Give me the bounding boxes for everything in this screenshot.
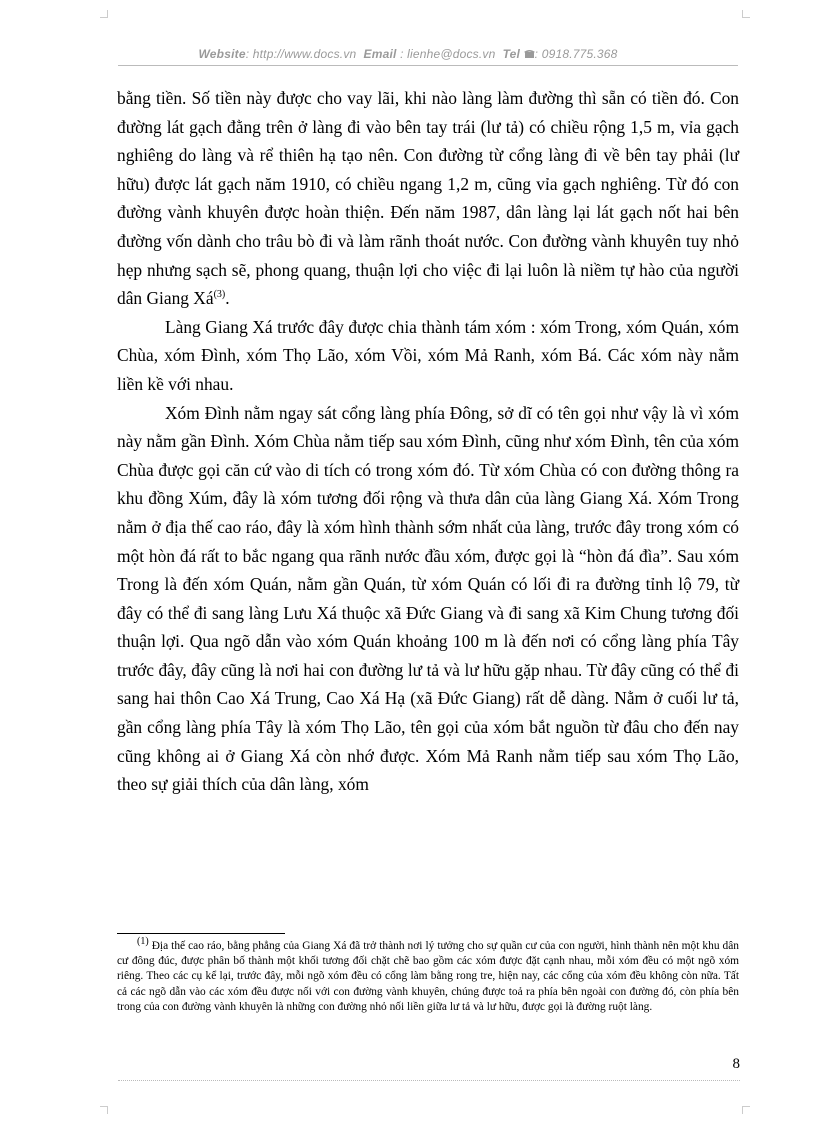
main-text: [117, 84, 739, 799]
phone-icon: [524, 49, 535, 59]
website-label: Website: [198, 47, 246, 61]
footnote-text: Địa thế cao ráo, bằng phẳng của Giang Xá đã trở thành nơi lý tưởng cho sự quần cư của con người, hình thành nên một khu dân cư đông đúc, được phân bố thành một khối tương đối chặt chẽ bao gồm các xóm được đặt cạnh nhau, mỗi xóm đều có một ngõ xóm riêng. Theo các cụ kể lại, trước đây, mỗi ngõ xóm đều có cổng làm bằng rong tre, hiện nay, các cổng của xóm đều không còn nữa. Tất cả các ngõ dẫn vào các xóm đều được nối với con đường vành khuyên, chúng được toả ra phía bên ngoài con đường đó, còn phía bên trong của con đường vành khuyên là những con đường nhỏ nối liền giữa lư tả và lư hữu, được gọi là đường ruột làng.: [117, 940, 739, 1013]
website-value: : http://www.docs.vn: [245, 47, 357, 61]
crop-mark-bottom-right: [742, 1106, 750, 1114]
paragraph-1: [117, 84, 739, 313]
crop-mark-top-left: [100, 10, 108, 18]
footnote-marker: (1): [137, 936, 149, 948]
paragraph-2: Làng Giang Xá trước đây được chia thành tám xóm : xóm Trong, xóm Quán, xóm Chùa, xóm Đình, xóm Thọ Lão, xóm Vồi, xóm Mả Ranh, xóm Bá. Các xóm này nằm liền kề với nhau.: [117, 316, 739, 394]
footnote-divider: [117, 933, 285, 934]
page-header: [0, 47, 816, 61]
paragraph-3: Xóm Đình nằm ngay sát cổng làng phía Đông, sở dĩ có tên gọi như vậy là vì xóm này nằm gần Đình. Xóm Chùa nằm tiếp sau xóm Đình, cũng như xóm Đình, tên của xóm Chùa được gọi căn cứ vào di tích có trong xóm đó. Từ xóm Chùa có con đường thông ra khu đồng Xúm, đây là xóm tương đối rộng và thưa dân của làng Giang Xá. Xóm Trong nằm ở địa thế cao ráo, đây là xóm hình thành sớm nhất của làng, trước đây trong xóm có một hòn đá rất to bắc ngang qua rãnh nước đầu xóm, được gọi là “hòn đá đìa”. Sau xóm Trong là đến xóm Quán, nằm gần Quán, từ xóm Quán có lối đi ra đường tỉnh lộ 79, từ đây có thể đi sang làng Lưu Xá thuộc xã Đức Giang và đi sang xã Kim Chung tương đối thuận lợi. Qua ngõ dẫn vào xóm Quán khoảng 100 m là đến nơi có cổng làng phía Tây trước đây, đây cũng là nơi hai con đường lư tả và lư hữu gặp nhau. Từ đây cũng có thể đi sang hai thôn Cao Xá Trung, Cao Xá Hạ (xã Đức Giang) rất dễ dàng. Nằm ở cuối lư tả, gần cổng làng phía Tây là xóm Thọ Lão, tên gọi của xóm bắt nguồn từ đâu cho đến nay cũng không ai ở Giang Xá còn nhớ được. Xóm Mả Ranh nằm tiếp sau xóm Thọ Lão, theo sự giải thích của dân làng, xóm: [117, 402, 739, 795]
footer-divider: [118, 1080, 740, 1081]
paragraph-1-end: .: [225, 288, 230, 309]
crop-mark-top-right: [742, 10, 750, 18]
email-value: : lienhe@docs.vn: [400, 47, 496, 61]
crop-mark-bottom-left: [100, 1106, 108, 1114]
header-divider: [118, 65, 738, 66]
tel-value: : 0918.775.368: [534, 47, 618, 61]
footnote: [117, 936, 739, 1015]
page-number: 8: [732, 1056, 740, 1072]
tel-label: Tel: [502, 47, 521, 61]
email-label: Email: [363, 47, 397, 61]
paragraph-1-text: bằng tiền. Số tiền này được cho vay lãi, khi nào làng làm đường thì sẵn có tiền đó. Con đường lát gạch đằng trên ở làng đi vào bên tay trái (lư tả) có chiều rộng 1,5 m, vỉa gạch nghiêng do làng và rể thiên hạ tạo nên. Con đường từ cổng làng đi về bên tay phải (lư hữu) được lát gạch năm 1910, có chiều ngang 1,2 m, cũng vỉa gạch nghiêng. Từ đó con đường vành khuyên được hoàn thiện. Đến năm 1987, dân làng lại lát gạch nốt hai bên đường vốn dành cho trâu bò đi và làm rãnh thoát nước. Con đường vành khuyên tuy nhỏ hẹp nhưng sạch sẽ, phong quang, thuận lợi cho việc đi lại luôn là niềm tự hào của người dân Giang Xá: [117, 88, 739, 309]
reference-marker: (3): [213, 289, 226, 301]
